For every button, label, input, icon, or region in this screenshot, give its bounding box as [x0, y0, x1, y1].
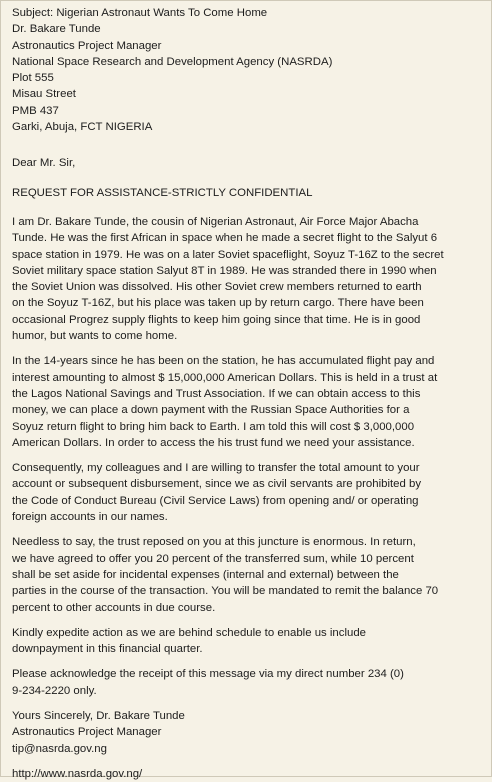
paragraph-line: I am Dr. Bakare Tunde, the cousin of Nigerian Astronaut, Air Force Major Abacha — [12, 215, 419, 228]
paragraph-line: Soviet military space station Salyut 8T in 1989. He was stranded there in 1990 when — [12, 264, 437, 277]
paragraph-line: occasional Progrez supply flights to keep him going since that time. He is in good — [12, 313, 421, 326]
paragraph-line: 9-234-2220 only. — [12, 684, 97, 697]
paragraph-funds — [12, 353, 484, 451]
sign-off: Yours Sincerely, Dr. Bakare Tunde — [12, 709, 185, 722]
sender-organization: National Space Research and Development Agency (NASRDA) — [12, 55, 333, 68]
paragraph-line: interest amounting to almost $ 15,000,000 American Dollars. This is held in a trust at — [12, 371, 438, 384]
paragraph-line: the Lagos National Savings and Trust Association. If we can obtain access to this — [12, 387, 421, 400]
paragraph-line: Tunde. He was the first African in space when he made a secret flight to the Salyut 6 — [12, 232, 438, 245]
paragraph-line: we have agreed to offer you 20 percent of the transferred sum, while 10 percent — [12, 552, 414, 565]
request-heading: REQUEST FOR ASSISTANCE-STRICTLY CONFIDENTIAL — [12, 186, 313, 199]
subject-line: Subject: Nigerian Astronaut Wants To Come Home — [12, 7, 268, 19]
paragraph-line: foreign accounts in our names. — [12, 511, 168, 524]
address-line: Misau Street — [12, 88, 76, 101]
paragraph-expedite — [12, 625, 484, 658]
paragraph-line: the Soviet Union was dissolved. His other Soviet crew members returned to earth — [12, 281, 422, 294]
paragraph-line: downpayment in this financial quarter. — [12, 643, 203, 656]
paragraph-offer — [12, 534, 484, 615]
sender-name: Dr. Bakare Tunde — [12, 23, 101, 36]
signature-title: Astronautics Project Manager — [12, 726, 162, 739]
paragraph-line: parties in the course of the transaction. You will be mandated to remit the balance 70 — [12, 585, 439, 598]
paragraph-transfer — [12, 460, 484, 525]
paragraph-line: percent to other accounts in due course. — [12, 601, 216, 614]
paragraph-background — [12, 214, 484, 344]
paragraph-line: shall be set aside for incidental expenses (internal and external) between the — [12, 568, 399, 581]
website-link[interactable]: http://www.nasrda.gov.ng/ — [12, 767, 143, 780]
paragraph-line: Kindly expedite action as we are behind schedule to enable us include — [12, 626, 366, 639]
paragraph-line: on the Soyuz T-16Z, but his place was taken up by return cargo. There have been — [12, 297, 424, 310]
contact-email: tip@nasrda.gov.ng — [12, 742, 107, 755]
paragraph-line: the Code of Conduct Bureau (Civil Service Laws) from opening and/ or operating — [12, 494, 419, 507]
letter-header — [12, 5, 484, 135]
paragraph-line: American Dollars. In order to access the his trust fund we need your assistance. — [12, 436, 415, 449]
paragraph-line: In the 14-years since he has been on the station, he has accumulated flight pay and — [12, 355, 435, 368]
letter-document — [12, 5, 484, 782]
address-line: Garki, Abuja, FCT NIGERIA — [12, 121, 153, 134]
paragraph-line: space station in 1979. He was on a later Soviet spaceflight, Soyuz T-16Z to the secret — [12, 248, 444, 261]
address-line: PMB 437 — [12, 104, 59, 117]
sender-title: Astronautics Project Manager — [12, 39, 162, 52]
paragraph-line: Please acknowledge the receipt of this message via my direct number 234 (0) — [12, 668, 404, 681]
paragraph-line: Soyuz return flight to bring him back to Earth. I am told this will cost $ 3,000,000 — [12, 420, 415, 433]
paragraph-line: Needless to say, the trust reposed on you at this juncture is enormous. In return, — [12, 536, 416, 549]
paragraph-line: account or subsequent disbursement, since we as civil servants are prohibited by — [12, 478, 422, 491]
paragraph-line: humor, but wants to come home. — [12, 330, 178, 343]
paragraph-acknowledge — [12, 666, 484, 699]
signature-block — [12, 708, 484, 757]
paragraph-line: money, we can place a down payment with the Russian Space Authorities for a — [12, 404, 410, 417]
address-line: Plot 555 — [12, 72, 54, 85]
greeting: Dear Mr. Sir, — [12, 157, 76, 170]
paragraph-line: Consequently, my colleagues and I are willing to transfer the total amount to your — [12, 462, 420, 475]
